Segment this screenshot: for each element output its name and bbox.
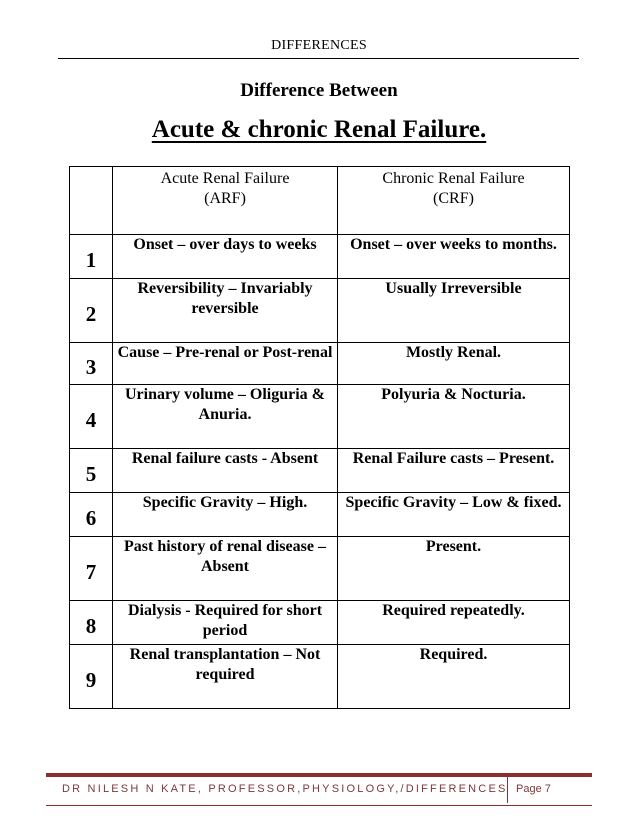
arf-cell: Cause – Pre-renal or Post-renal: [113, 343, 338, 385]
table-row: [70, 343, 570, 385]
footer-author: DR NILESH N KATE, PROFESSOR,PHYSIOLOGY,/DIFFERENCES: [62, 783, 508, 795]
column-header-crf-line1: Chronic Renal Failure: [382, 170, 525, 187]
page-header-title: DIFFERENCES: [271, 38, 367, 53]
arf-cell: Dialysis - Required for short period: [113, 601, 338, 645]
row-number: 8: [70, 601, 113, 645]
table-row: [70, 449, 570, 493]
differences-table: [69, 166, 570, 709]
table-row: [70, 235, 570, 279]
crf-cell: Polyuria & Nocturia.: [338, 385, 570, 449]
page-footer: [46, 773, 592, 806]
page-number: Page 7: [516, 783, 551, 795]
row-number: 3: [70, 343, 113, 385]
arf-cell: Renal failure casts - Absent: [113, 449, 338, 493]
row-number: 9: [70, 645, 113, 709]
table-row: [70, 645, 570, 709]
row-number: 7: [70, 537, 113, 601]
arf-cell: Onset – over days to weeks: [113, 235, 338, 279]
row-number: 6: [70, 493, 113, 537]
table-row: [70, 537, 570, 601]
crf-cell: Specific Gravity – Low & fixed.: [338, 493, 570, 537]
document-heading: Difference Between: [240, 80, 398, 101]
table-header-row: [70, 167, 570, 235]
row-number: 4: [70, 385, 113, 449]
arf-cell: Reversibility – Invariably reversible: [113, 279, 338, 343]
column-header-arf: [113, 167, 338, 235]
crf-cell: Required repeatedly.: [338, 601, 570, 645]
arf-cell: Renal transplantation – Not required: [113, 645, 338, 709]
table-row: [70, 279, 570, 343]
header-divider: [58, 58, 579, 59]
column-header-arf-line2: (ARF): [204, 190, 246, 207]
column-header-arf-line1: Acute Renal Failure: [160, 170, 290, 187]
arf-cell: Specific Gravity – High.: [113, 493, 338, 537]
column-header-crf-line2: (CRF): [433, 190, 474, 207]
arf-cell: Past history of renal disease – Absent: [113, 537, 338, 601]
footer-divider: [507, 777, 508, 803]
crf-cell: Renal Failure casts – Present.: [338, 449, 570, 493]
document-subheading: Acute & chronic Renal Failure.: [151, 116, 487, 143]
column-header-crf: [338, 167, 570, 235]
crf-cell: Present.: [338, 537, 570, 601]
row-number: 5: [70, 449, 113, 493]
row-number: 2: [70, 279, 113, 343]
table-row: [70, 601, 570, 645]
row-number: 1: [70, 235, 113, 279]
crf-cell: Mostly Renal.: [338, 343, 570, 385]
crf-cell: Usually Irreversible: [338, 279, 570, 343]
crf-cell: Required.: [338, 645, 570, 709]
arf-cell: Urinary volume – Oliguria & Anuria.: [113, 385, 338, 449]
table-row: [70, 385, 570, 449]
table-row: [70, 493, 570, 537]
empty-header-cell: [70, 167, 113, 235]
crf-cell: Onset – over weeks to months.: [338, 235, 570, 279]
